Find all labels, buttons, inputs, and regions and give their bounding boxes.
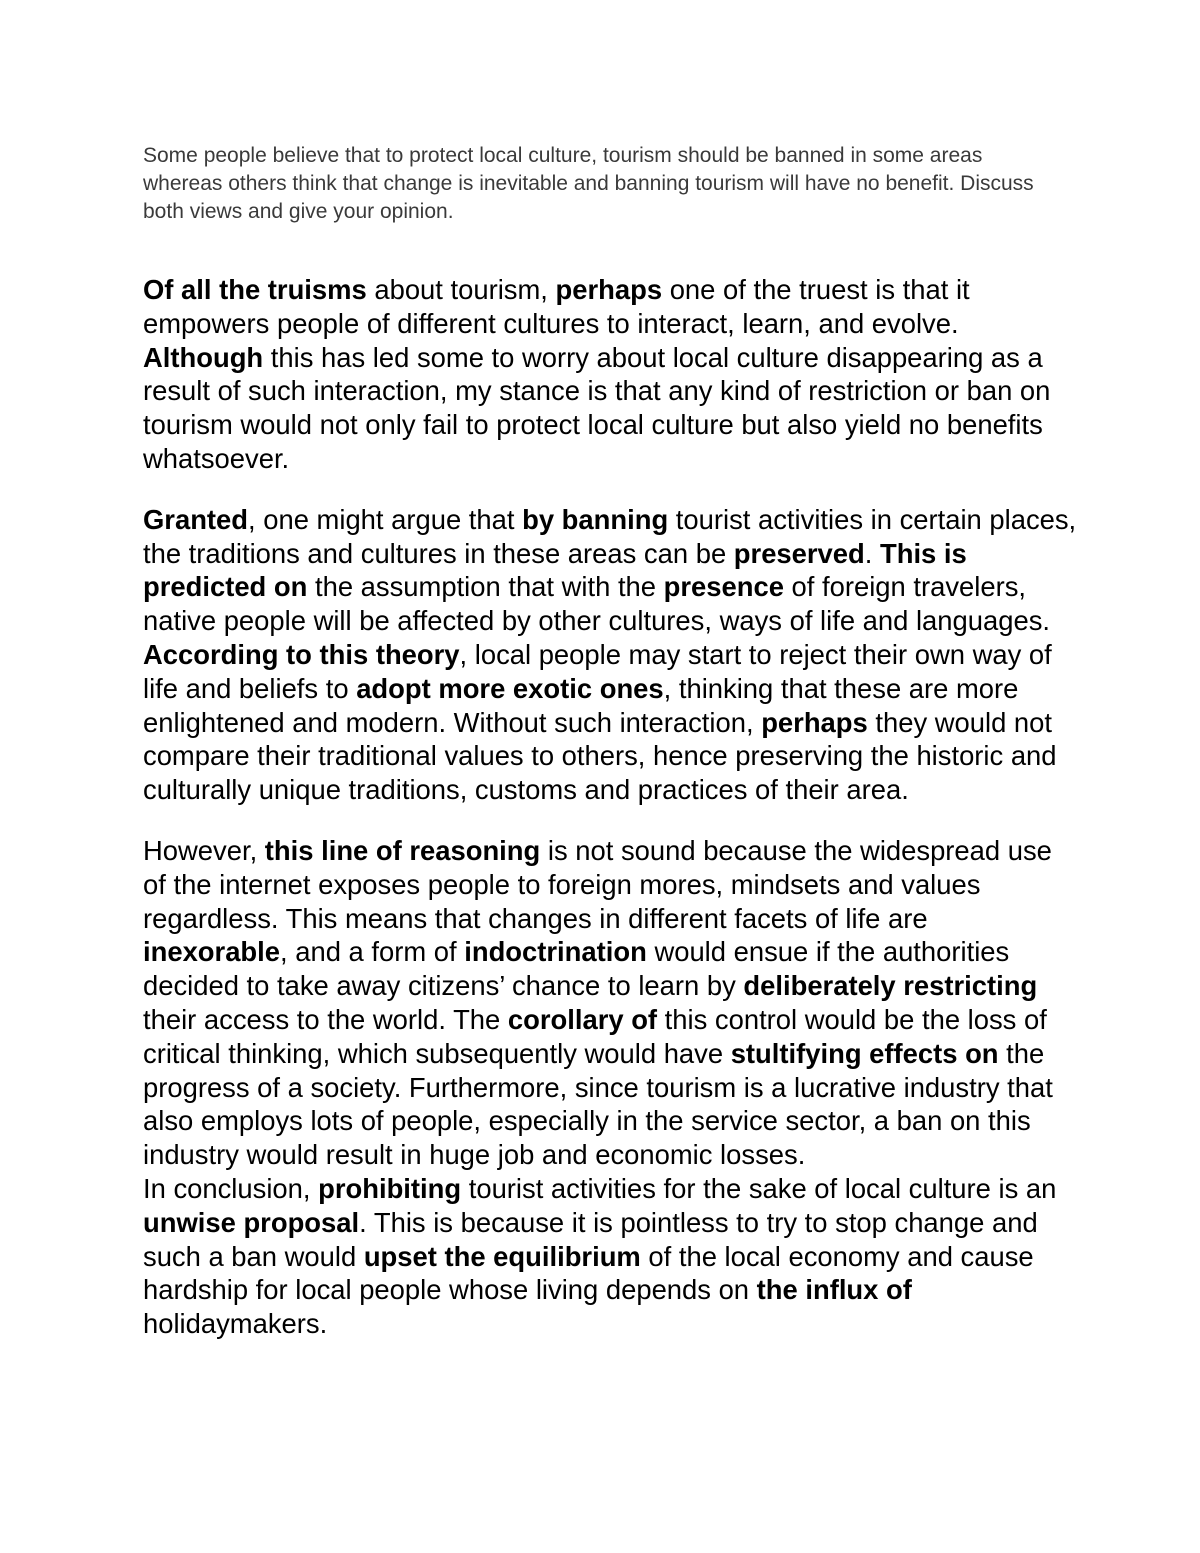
emphasized-phrase: presence: [663, 571, 784, 603]
text-run: about tourism,: [366, 274, 556, 305]
text-run: In conclusion,: [143, 1172, 319, 1204]
text-run: holidaymakers.: [143, 1308, 328, 1340]
text-run: would ensue if the authorities decided to take away citizens’ chance to learn by: [143, 936, 1010, 1002]
emphasized-phrase: unwise proposal: [143, 1206, 360, 1238]
emphasized-phrase: indoctrination: [464, 936, 647, 968]
text-run: this has led some to worry about local culture disappearing as a result of such interaction, my stance is that any kind of restriction or ban on tourism would not only fail to protect local culture but also yield no benefits whatsoever.: [143, 341, 1051, 474]
emphasized-phrase: According to this theory: [143, 638, 460, 670]
emphasized-phrase: stultifying effects on: [730, 1037, 999, 1069]
text-run: is not sound because the widespread use of the internet exposes people to foreign mores, mindsets and values regardless. This means that changes in different facets of life are: [143, 834, 1052, 934]
text-run: tourist activities for the sake of local culture is an: [461, 1172, 1057, 1204]
emphasized-phrase: deliberately restricting: [743, 970, 1038, 1002]
emphasized-phrase: inexorable: [143, 936, 281, 968]
text-run: one of the truest is that it empowers people of different cultures to interact, learn, and evolve.: [143, 274, 970, 339]
text-run: they would not compare their traditional values to others, hence preserving the historic and culturally unique traditions, customs and practices of their area.: [143, 706, 1057, 806]
text-run: of foreign travelers, native people will be affected by other cultures, ways of life and languages.: [143, 571, 1050, 637]
emphasized-phrase: the influx of: [756, 1274, 912, 1306]
emphasized-phrase: corollary of: [507, 1003, 658, 1035]
emphasized-phrase: adopt more exotic ones: [356, 672, 664, 704]
text-run: of the local economy and cause hardship for local people whose living depends on: [143, 1240, 1034, 1306]
text-run: this control would be the loss of critical thinking, which subsequently would have: [143, 1003, 1047, 1069]
emphasized-phrase: perhaps: [555, 274, 663, 305]
text-run: their access to the world. The: [143, 1003, 508, 1035]
text-run: the assumption that with the: [307, 571, 664, 603]
text-run: . This is because it is pointless to try to stop change and such a ban would: [143, 1206, 1038, 1272]
emphasized-phrase: This is predicted on: [143, 537, 967, 603]
text-run: the progress of a society. Furthermore, since tourism is a lucrative industry that also employs lots of people, especially in the service sector, a ban on this industry would result in huge job and economic losses.: [143, 1037, 1053, 1171]
text-run: tourist activities in certain places, the traditions and cultures in these areas can be: [143, 503, 1077, 569]
text-run: , local people may start to reject their own way of life and beliefs to: [143, 638, 1052, 704]
text-run: , and a form of: [280, 936, 465, 968]
essay-paragraph-conclusion: [143, 1172, 1078, 1341]
emphasized-phrase: this line of reasoning: [264, 834, 541, 866]
text-run: However,: [143, 834, 265, 866]
text-run: , thinking that these are more enlightened and modern. Without such interaction,: [143, 672, 1019, 738]
emphasized-phrase: Of all the truisms: [143, 274, 367, 305]
text-run: , one might argue that: [248, 503, 523, 535]
emphasized-phrase: by banning: [522, 503, 669, 535]
emphasized-phrase: upset the equilibrium: [363, 1240, 641, 1272]
emphasized-phrase: prohibiting: [318, 1172, 462, 1204]
emphasized-phrase: Granted: [143, 503, 249, 535]
essay-paragraph-introduction: [143, 273, 1078, 476]
text-run: .: [864, 537, 880, 569]
emphasized-phrase: perhaps: [761, 706, 868, 738]
essay-body: [143, 273, 1078, 1341]
essay-paragraph-counterargument: [143, 834, 1078, 1172]
emphasized-phrase: Although: [143, 341, 264, 373]
emphasized-phrase: preserved: [733, 537, 865, 569]
essay-prompt: Some people believe that to protect local culture, tourism should be banned in some areas whereas others think that change is inevitable and banning tourism will have no benefit. Discuss both views and give your opinion.: [143, 144, 1034, 223]
essay-paragraph-opposing-view: [143, 503, 1078, 807]
